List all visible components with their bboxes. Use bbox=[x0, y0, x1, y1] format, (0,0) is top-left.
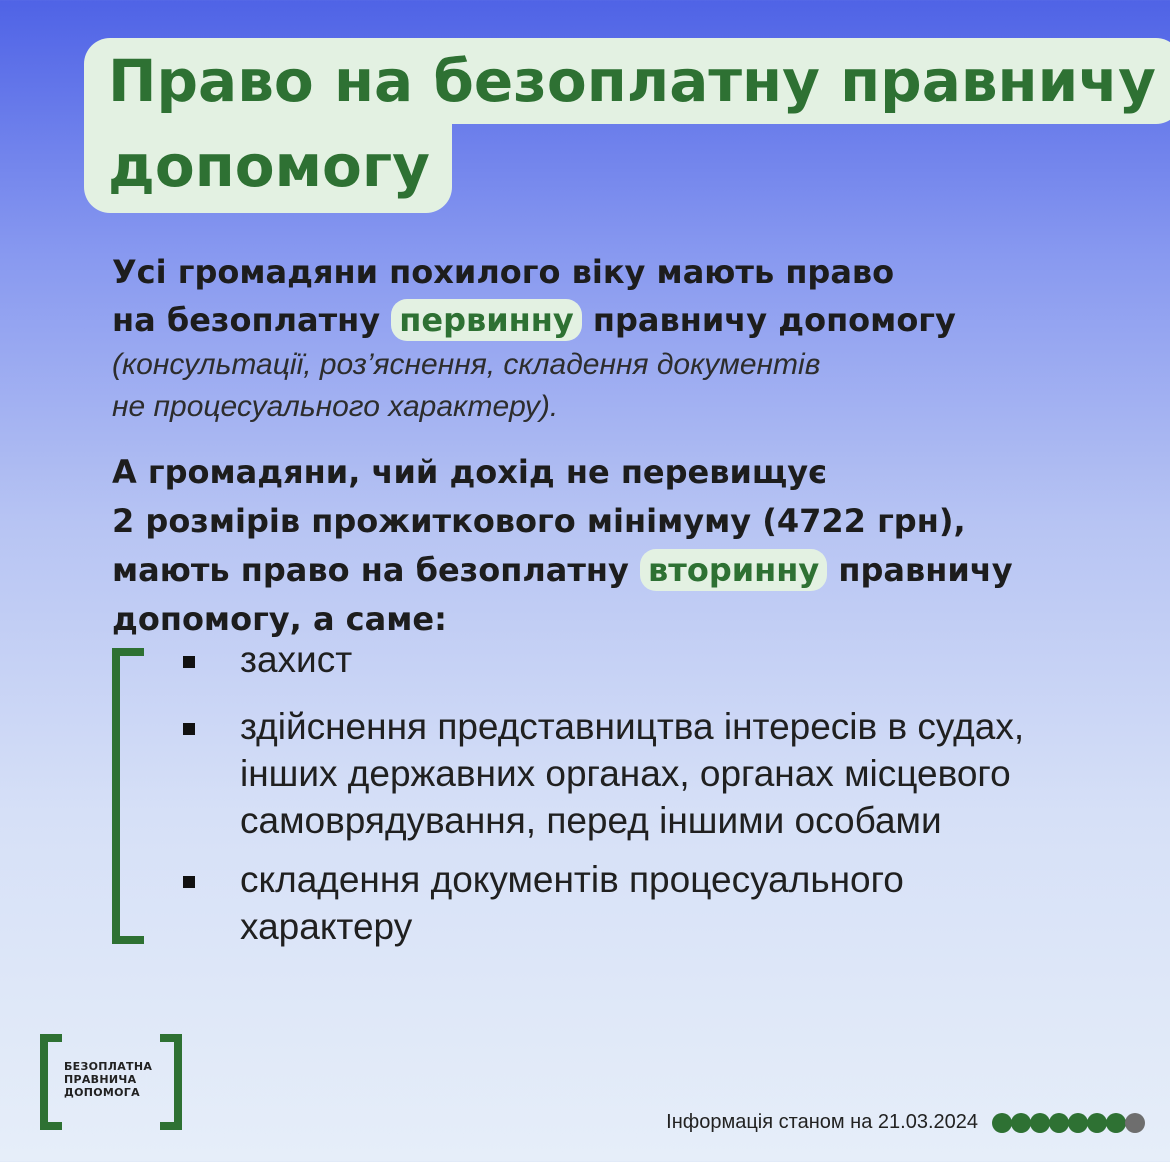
list-item-text: захист bbox=[240, 639, 353, 680]
logo-bracket-right bbox=[160, 1034, 182, 1130]
logo-text bbox=[64, 1060, 152, 1099]
p1-line-2-after: правничу допомогу bbox=[592, 301, 956, 339]
brand-logo bbox=[40, 1034, 182, 1130]
p1-line-2-before: на безоплатну bbox=[112, 301, 381, 339]
list-bracket bbox=[112, 648, 144, 944]
logo-text-line-1: БЕЗОПЛАТНА bbox=[64, 1060, 153, 1073]
p2-line-3-after: правничу bbox=[838, 551, 1013, 589]
primary-aid-paragraph bbox=[112, 248, 1112, 428]
logo-bracket-left bbox=[40, 1034, 62, 1130]
p2-line-1: А громадяни, чий дохід не перевищує bbox=[112, 453, 828, 491]
list-item-text: самоврядування, перед іншими особами bbox=[240, 800, 942, 841]
logo-text-line-3: ДОПОМОГА bbox=[64, 1086, 140, 1099]
secondary-aid-paragraph bbox=[112, 448, 1152, 644]
highlight-secondary: вторинну bbox=[640, 549, 827, 591]
list-item bbox=[180, 703, 1160, 844]
logo-text-line-2: ПРАВНИЧА bbox=[64, 1073, 137, 1086]
list-item-text: здійснення представництва інтересів в судах, bbox=[240, 706, 1025, 747]
page-dot bbox=[992, 1113, 1012, 1133]
bullet-icon bbox=[183, 656, 195, 668]
page-dot bbox=[1087, 1113, 1107, 1133]
title-line-1: Право на безоплатну правничу bbox=[84, 38, 1170, 124]
services-list bbox=[180, 636, 1160, 950]
page-dot bbox=[1125, 1113, 1145, 1133]
page-dot bbox=[1049, 1113, 1069, 1133]
page-dot bbox=[1030, 1113, 1050, 1133]
p1-line-1: Усі громадяни похилого віку мають право bbox=[112, 253, 895, 291]
p1-line-2 bbox=[112, 296, 1112, 344]
highlight-primary: первинну bbox=[391, 299, 581, 341]
page-dot bbox=[1011, 1113, 1031, 1133]
list-item bbox=[180, 856, 1160, 950]
info-date-footer: Інформація станом на 21.03.2024 bbox=[666, 1111, 978, 1133]
list-item-text: складення документів процесуального bbox=[240, 859, 904, 900]
bullet-icon bbox=[183, 876, 195, 888]
p1-note-line-1: (консультації, роз’яснення, складення документів bbox=[112, 348, 821, 381]
title-block bbox=[84, 38, 1170, 213]
p2-line-3 bbox=[112, 546, 1152, 595]
bullet-icon bbox=[183, 723, 195, 735]
p1-note-line-2: не процесуального характеру). bbox=[112, 390, 559, 423]
page-dot bbox=[1106, 1113, 1126, 1133]
list-item-text: інших державних органах, органах місцевого bbox=[240, 753, 1011, 794]
list-item bbox=[180, 636, 1160, 683]
list-item-text: характеру bbox=[240, 906, 413, 947]
p2-line-3-before: мають право на безоплатну bbox=[112, 551, 629, 589]
p2-line-4: допомогу, а саме: bbox=[112, 600, 447, 638]
title-line-2: допомогу bbox=[84, 123, 452, 213]
page-dot bbox=[1068, 1113, 1088, 1133]
p2-line-2: 2 розмірів прожиткового мінімуму (4722 грн), bbox=[112, 502, 966, 540]
